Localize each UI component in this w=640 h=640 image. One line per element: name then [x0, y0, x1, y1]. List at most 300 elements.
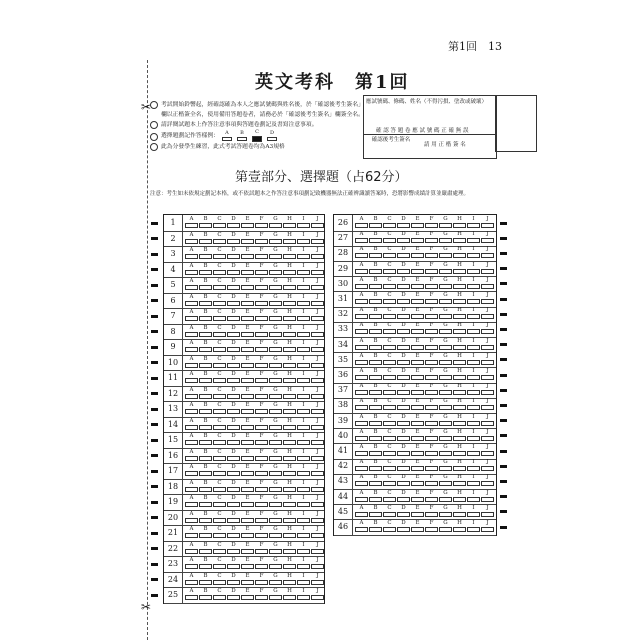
answer-bubble[interactable]: E [241, 309, 254, 321]
answer-bubble[interactable]: E [411, 262, 424, 274]
answer-bubble[interactable]: D [397, 520, 410, 532]
answer-bubble[interactable]: J [311, 278, 324, 290]
answer-bubble[interactable]: C [213, 573, 226, 585]
answer-bubble[interactable]: A [355, 277, 368, 289]
answer-bubble[interactable]: B [199, 325, 212, 337]
answer-bubble[interactable]: E [241, 340, 254, 352]
answer-bubble[interactable]: F [255, 263, 268, 275]
answer-bubble[interactable]: J [481, 444, 494, 456]
answer-bubble[interactable]: B [199, 371, 212, 383]
answer-bubble[interactable]: C [213, 449, 226, 461]
answer-bubble[interactable]: E [411, 338, 424, 350]
answer-bubble[interactable]: J [311, 449, 324, 461]
answer-bubble[interactable]: I [467, 474, 480, 486]
answer-bubble[interactable]: G [439, 216, 452, 228]
answer-bubble[interactable]: B [199, 232, 212, 244]
answer-bubble[interactable]: A [185, 588, 198, 600]
answer-bubble[interactable]: J [481, 231, 494, 243]
answer-bubble[interactable]: E [411, 322, 424, 334]
answer-bubble[interactable]: E [411, 383, 424, 395]
answer-bubble[interactable]: D [227, 387, 240, 399]
answer-bubble[interactable]: C [213, 433, 226, 445]
answer-bubble[interactable]: A [355, 414, 368, 426]
answer-bubble[interactable]: D [227, 371, 240, 383]
answer-bubble[interactable]: I [297, 387, 310, 399]
answer-bubble[interactable]: H [283, 371, 296, 383]
answer-bubble[interactable]: B [369, 474, 382, 486]
answer-bubble[interactable]: D [227, 232, 240, 244]
answer-bubble[interactable]: D [397, 307, 410, 319]
answer-bubble[interactable]: A [355, 262, 368, 274]
answer-bubble[interactable]: H [283, 542, 296, 554]
answer-bubble[interactable]: H [283, 325, 296, 337]
answer-bubble[interactable]: J [481, 520, 494, 532]
answer-bubble[interactable]: A [185, 309, 198, 321]
answer-bubble[interactable]: F [425, 414, 438, 426]
answer-bubble[interactable]: I [467, 444, 480, 456]
answer-bubble[interactable]: B [369, 231, 382, 243]
answer-bubble[interactable]: C [383, 398, 396, 410]
answer-bubble[interactable]: A [185, 263, 198, 275]
answer-bubble[interactable]: A [355, 398, 368, 410]
answer-bubble[interactable]: C [213, 464, 226, 476]
answer-bubble[interactable]: E [241, 557, 254, 569]
answer-bubble[interactable]: E [411, 490, 424, 502]
answer-bubble[interactable]: G [269, 387, 282, 399]
answer-bubble[interactable]: G [269, 216, 282, 228]
answer-bubble[interactable]: F [255, 309, 268, 321]
answer-bubble[interactable]: E [241, 232, 254, 244]
answer-bubble[interactable]: B [369, 444, 382, 456]
answer-bubble[interactable]: J [481, 262, 494, 274]
answer-bubble[interactable]: F [425, 444, 438, 456]
answer-bubble[interactable]: C [383, 490, 396, 502]
answer-bubble[interactable]: I [297, 495, 310, 507]
answer-bubble[interactable]: B [369, 368, 382, 380]
answer-bubble[interactable]: H [453, 398, 466, 410]
answer-bubble[interactable]: A [185, 433, 198, 445]
answer-bubble[interactable]: G [269, 480, 282, 492]
answer-bubble[interactable]: C [213, 387, 226, 399]
answer-bubble[interactable]: G [439, 520, 452, 532]
answer-bubble[interactable]: A [355, 216, 368, 228]
answer-bubble[interactable]: D [227, 495, 240, 507]
answer-bubble[interactable]: H [283, 216, 296, 228]
answer-bubble[interactable]: D [227, 247, 240, 259]
answer-bubble[interactable]: F [425, 505, 438, 517]
answer-bubble[interactable]: H [453, 246, 466, 258]
answer-bubble[interactable]: H [453, 459, 466, 471]
answer-bubble[interactable]: B [199, 216, 212, 228]
answer-bubble[interactable]: B [369, 520, 382, 532]
answer-bubble[interactable]: A [185, 449, 198, 461]
answer-bubble[interactable]: H [453, 353, 466, 365]
answer-bubble[interactable]: E [411, 505, 424, 517]
answer-bubble[interactable]: C [213, 263, 226, 275]
answer-bubble[interactable]: J [481, 505, 494, 517]
answer-bubble[interactable]: H [283, 573, 296, 585]
answer-bubble[interactable]: I [467, 322, 480, 334]
answer-bubble[interactable]: E [411, 368, 424, 380]
answer-bubble[interactable]: A [185, 278, 198, 290]
answer-bubble[interactable]: I [297, 542, 310, 554]
answer-bubble[interactable]: H [453, 414, 466, 426]
answer-bubble[interactable]: H [283, 557, 296, 569]
signature-field[interactable]: 請 用 正 楷 簽 名 [424, 142, 466, 148]
answer-bubble[interactable]: E [241, 495, 254, 507]
answer-bubble[interactable]: B [369, 262, 382, 274]
answer-bubble[interactable]: F [255, 480, 268, 492]
answer-bubble[interactable]: I [297, 216, 310, 228]
answer-bubble[interactable]: F [425, 322, 438, 334]
answer-bubble[interactable]: J [311, 232, 324, 244]
answer-bubble[interactable]: I [467, 490, 480, 502]
answer-bubble[interactable]: I [297, 418, 310, 430]
answer-bubble[interactable]: C [383, 429, 396, 441]
answer-bubble[interactable]: E [411, 414, 424, 426]
answer-bubble[interactable]: D [227, 542, 240, 554]
answer-bubble[interactable]: I [297, 449, 310, 461]
answer-bubble[interactable]: C [383, 338, 396, 350]
answer-bubble[interactable]: E [241, 573, 254, 585]
answer-bubble[interactable]: G [439, 338, 452, 350]
answer-bubble[interactable]: G [269, 247, 282, 259]
answer-bubble[interactable]: G [269, 263, 282, 275]
answer-bubble[interactable]: G [269, 557, 282, 569]
answer-bubble[interactable]: J [311, 325, 324, 337]
answer-bubble[interactable]: F [255, 247, 268, 259]
answer-bubble[interactable]: B [199, 294, 212, 306]
answer-bubble[interactable]: J [311, 526, 324, 538]
answer-bubble[interactable]: B [369, 505, 382, 517]
answer-bubble[interactable]: D [397, 246, 410, 258]
answer-bubble[interactable]: A [185, 325, 198, 337]
answer-bubble[interactable]: H [283, 263, 296, 275]
answer-bubble[interactable]: C [213, 542, 226, 554]
answer-bubble[interactable]: I [297, 263, 310, 275]
answer-bubble[interactable]: A [185, 464, 198, 476]
answer-bubble[interactable]: G [269, 573, 282, 585]
answer-bubble[interactable]: G [439, 262, 452, 274]
answer-bubble[interactable]: D [227, 325, 240, 337]
answer-bubble[interactable]: E [411, 459, 424, 471]
answer-bubble[interactable]: A [355, 383, 368, 395]
answer-bubble[interactable]: B [199, 480, 212, 492]
answer-bubble[interactable]: F [255, 588, 268, 600]
answer-bubble[interactable]: I [467, 368, 480, 380]
answer-bubble[interactable]: G [439, 490, 452, 502]
answer-bubble[interactable]: E [411, 231, 424, 243]
answer-bubble[interactable]: F [255, 325, 268, 337]
answer-bubble[interactable]: F [425, 474, 438, 486]
answer-bubble[interactable]: B [199, 495, 212, 507]
answer-bubble[interactable]: A [185, 247, 198, 259]
answer-bubble[interactable]: D [397, 398, 410, 410]
answer-bubble[interactable]: J [311, 387, 324, 399]
answer-bubble[interactable]: D [397, 414, 410, 426]
answer-bubble[interactable]: I [467, 262, 480, 274]
answer-bubble[interactable]: J [481, 353, 494, 365]
answer-bubble[interactable]: C [383, 216, 396, 228]
answer-bubble[interactable]: H [453, 429, 466, 441]
answer-bubble[interactable]: D [227, 511, 240, 523]
answer-bubble[interactable]: C [383, 505, 396, 517]
answer-bubble[interactable]: I [467, 246, 480, 258]
answer-bubble[interactable]: H [453, 322, 466, 334]
answer-bubble[interactable]: G [269, 464, 282, 476]
answer-bubble[interactable]: I [467, 459, 480, 471]
answer-bubble[interactable]: J [481, 414, 494, 426]
answer-bubble[interactable]: I [297, 573, 310, 585]
answer-bubble[interactable]: F [255, 418, 268, 430]
answer-bubble[interactable]: F [255, 495, 268, 507]
answer-bubble[interactable]: A [355, 490, 368, 502]
answer-bubble[interactable]: F [255, 464, 268, 476]
answer-bubble[interactable]: I [297, 294, 310, 306]
answer-bubble[interactable]: D [227, 356, 240, 368]
answer-bubble[interactable]: J [481, 383, 494, 395]
answer-bubble[interactable]: C [213, 557, 226, 569]
answer-bubble[interactable]: I [297, 557, 310, 569]
answer-bubble[interactable]: F [255, 449, 268, 461]
answer-bubble[interactable]: C [383, 368, 396, 380]
answer-bubble[interactable]: A [185, 294, 198, 306]
answer-bubble[interactable]: I [467, 277, 480, 289]
answer-bubble[interactable]: A [185, 402, 198, 414]
answer-bubble[interactable]: B [369, 414, 382, 426]
answer-bubble[interactable]: A [185, 418, 198, 430]
answer-bubble[interactable]: G [439, 277, 452, 289]
answer-bubble[interactable]: I [297, 340, 310, 352]
answer-bubble[interactable]: B [369, 292, 382, 304]
answer-bubble[interactable]: G [269, 325, 282, 337]
answer-bubble[interactable]: E [241, 216, 254, 228]
answer-bubble[interactable]: A [185, 356, 198, 368]
answer-bubble[interactable]: E [241, 588, 254, 600]
answer-bubble[interactable]: H [453, 520, 466, 532]
answer-bubble[interactable]: C [383, 520, 396, 532]
answer-bubble[interactable]: H [453, 490, 466, 502]
answer-bubble[interactable]: G [439, 322, 452, 334]
answer-bubble[interactable]: E [411, 277, 424, 289]
answer-bubble[interactable]: J [481, 307, 494, 319]
answer-bubble[interactable]: D [227, 480, 240, 492]
answer-bubble[interactable]: A [355, 429, 368, 441]
answer-bubble[interactable]: I [297, 480, 310, 492]
answer-bubble[interactable]: E [241, 294, 254, 306]
answer-bubble[interactable]: G [439, 292, 452, 304]
answer-bubble[interactable]: G [269, 402, 282, 414]
answer-bubble[interactable]: H [283, 232, 296, 244]
answer-bubble[interactable]: F [255, 573, 268, 585]
answer-bubble[interactable]: J [311, 573, 324, 585]
answer-bubble[interactable]: A [355, 474, 368, 486]
answer-bubble[interactable]: D [227, 278, 240, 290]
answer-bubble[interactable]: E [411, 292, 424, 304]
answer-bubble[interactable]: A [185, 216, 198, 228]
answer-bubble[interactable]: I [467, 292, 480, 304]
answer-bubble[interactable]: G [439, 444, 452, 456]
answer-bubble[interactable]: C [383, 444, 396, 456]
answer-bubble[interactable]: B [199, 278, 212, 290]
answer-bubble[interactable]: H [283, 495, 296, 507]
answer-bubble[interactable]: H [283, 480, 296, 492]
answer-bubble[interactable]: I [297, 371, 310, 383]
answer-bubble[interactable]: A [185, 340, 198, 352]
answer-bubble[interactable]: H [453, 383, 466, 395]
answer-bubble[interactable]: H [453, 262, 466, 274]
answer-bubble[interactable]: G [269, 309, 282, 321]
answer-bubble[interactable]: C [213, 278, 226, 290]
answer-bubble[interactable]: E [411, 246, 424, 258]
answer-bubble[interactable]: J [311, 356, 324, 368]
answer-bubble[interactable]: A [355, 338, 368, 350]
answer-bubble[interactable]: H [453, 231, 466, 243]
answer-bubble[interactable]: F [425, 383, 438, 395]
answer-bubble[interactable]: E [241, 402, 254, 414]
answer-bubble[interactable]: B [369, 490, 382, 502]
answer-bubble[interactable]: I [297, 526, 310, 538]
answer-bubble[interactable]: G [269, 495, 282, 507]
answer-bubble[interactable]: J [481, 459, 494, 471]
answer-bubble[interactable]: H [283, 511, 296, 523]
answer-bubble[interactable]: I [297, 325, 310, 337]
answer-bubble[interactable]: H [453, 292, 466, 304]
answer-bubble[interactable]: F [255, 356, 268, 368]
answer-bubble[interactable]: J [311, 588, 324, 600]
answer-bubble[interactable]: F [425, 459, 438, 471]
answer-bubble[interactable]: J [311, 433, 324, 445]
answer-bubble[interactable]: D [397, 505, 410, 517]
answer-bubble[interactable]: F [425, 353, 438, 365]
answer-bubble[interactable]: E [241, 371, 254, 383]
answer-bubble[interactable]: E [411, 307, 424, 319]
answer-bubble[interactable]: H [283, 449, 296, 461]
answer-bubble[interactable]: I [467, 520, 480, 532]
answer-bubble[interactable]: C [213, 418, 226, 430]
answer-bubble[interactable]: D [227, 449, 240, 461]
answer-bubble[interactable]: H [283, 387, 296, 399]
answer-bubble[interactable]: G [439, 398, 452, 410]
answer-bubble[interactable]: E [241, 278, 254, 290]
answer-bubble[interactable]: H [453, 474, 466, 486]
answer-bubble[interactable]: H [453, 277, 466, 289]
answer-bubble[interactable]: E [411, 520, 424, 532]
answer-bubble[interactable]: G [269, 588, 282, 600]
answer-bubble[interactable]: E [241, 247, 254, 259]
answer-bubble[interactable]: J [481, 338, 494, 350]
answer-bubble[interactable]: B [199, 402, 212, 414]
answer-bubble[interactable]: G [269, 511, 282, 523]
answer-bubble[interactable]: I [297, 402, 310, 414]
answer-bubble[interactable]: F [425, 277, 438, 289]
answer-bubble[interactable]: B [199, 356, 212, 368]
answer-bubble[interactable]: B [199, 418, 212, 430]
answer-bubble[interactable]: I [467, 307, 480, 319]
answer-bubble[interactable]: A [185, 557, 198, 569]
answer-bubble[interactable]: D [227, 464, 240, 476]
answer-bubble[interactable]: J [311, 371, 324, 383]
answer-bubble[interactable]: D [227, 309, 240, 321]
answer-bubble[interactable]: H [453, 444, 466, 456]
answer-bubble[interactable]: A [185, 371, 198, 383]
answer-bubble[interactable]: J [311, 511, 324, 523]
answer-bubble[interactable]: C [213, 511, 226, 523]
answer-bubble[interactable]: B [199, 557, 212, 569]
answer-bubble[interactable]: F [255, 402, 268, 414]
answer-bubble[interactable]: D [397, 262, 410, 274]
answer-bubble[interactable]: J [481, 292, 494, 304]
answer-bubble[interactable]: B [199, 542, 212, 554]
answer-bubble[interactable]: B [369, 353, 382, 365]
answer-bubble[interactable]: I [467, 414, 480, 426]
answer-bubble[interactable]: A [185, 495, 198, 507]
answer-bubble[interactable]: C [213, 247, 226, 259]
answer-bubble[interactable]: J [311, 402, 324, 414]
answer-bubble[interactable]: D [227, 588, 240, 600]
answer-bubble[interactable]: G [439, 246, 452, 258]
answer-bubble[interactable]: E [411, 398, 424, 410]
answer-bubble[interactable]: J [311, 542, 324, 554]
answer-bubble[interactable]: C [213, 402, 226, 414]
answer-bubble[interactable]: H [283, 309, 296, 321]
answer-bubble[interactable]: J [481, 368, 494, 380]
answer-bubble[interactable]: F [255, 433, 268, 445]
answer-bubble[interactable]: F [255, 557, 268, 569]
answer-bubble[interactable]: C [383, 474, 396, 486]
answer-bubble[interactable]: D [397, 322, 410, 334]
answer-bubble[interactable]: H [283, 418, 296, 430]
answer-bubble[interactable]: D [397, 429, 410, 441]
answer-bubble[interactable]: A [185, 480, 198, 492]
answer-bubble[interactable]: C [213, 526, 226, 538]
answer-bubble[interactable]: E [411, 353, 424, 365]
answer-bubble[interactable]: J [481, 474, 494, 486]
answer-bubble[interactable]: D [227, 526, 240, 538]
answer-bubble[interactable]: F [425, 216, 438, 228]
answer-bubble[interactable]: B [199, 309, 212, 321]
answer-bubble[interactable]: G [269, 542, 282, 554]
answer-bubble[interactable]: J [311, 340, 324, 352]
answer-bubble[interactable]: A [185, 232, 198, 244]
answer-bubble[interactable]: H [453, 307, 466, 319]
answer-bubble[interactable]: F [255, 387, 268, 399]
answer-bubble[interactable]: D [227, 557, 240, 569]
answer-bubble[interactable]: D [397, 353, 410, 365]
answer-bubble[interactable]: G [269, 526, 282, 538]
answer-bubble[interactable]: J [311, 418, 324, 430]
answer-bubble[interactable]: C [383, 262, 396, 274]
answer-bubble[interactable]: F [425, 520, 438, 532]
answer-bubble[interactable]: A [355, 231, 368, 243]
answer-bubble[interactable]: H [453, 368, 466, 380]
answer-bubble[interactable]: F [425, 307, 438, 319]
answer-bubble[interactable]: E [241, 511, 254, 523]
answer-bubble[interactable]: H [453, 216, 466, 228]
answer-bubble[interactable]: H [283, 294, 296, 306]
answer-bubble[interactable]: A [185, 387, 198, 399]
answer-bubble[interactable]: I [297, 356, 310, 368]
answer-bubble[interactable]: J [481, 246, 494, 258]
answer-bubble[interactable]: C [383, 414, 396, 426]
answer-bubble[interactable]: A [355, 307, 368, 319]
answer-bubble[interactable]: H [283, 247, 296, 259]
answer-bubble[interactable]: F [255, 278, 268, 290]
answer-bubble[interactable]: I [297, 511, 310, 523]
answer-bubble[interactable]: B [369, 216, 382, 228]
answer-bubble[interactable]: G [269, 278, 282, 290]
answer-bubble[interactable]: B [199, 247, 212, 259]
